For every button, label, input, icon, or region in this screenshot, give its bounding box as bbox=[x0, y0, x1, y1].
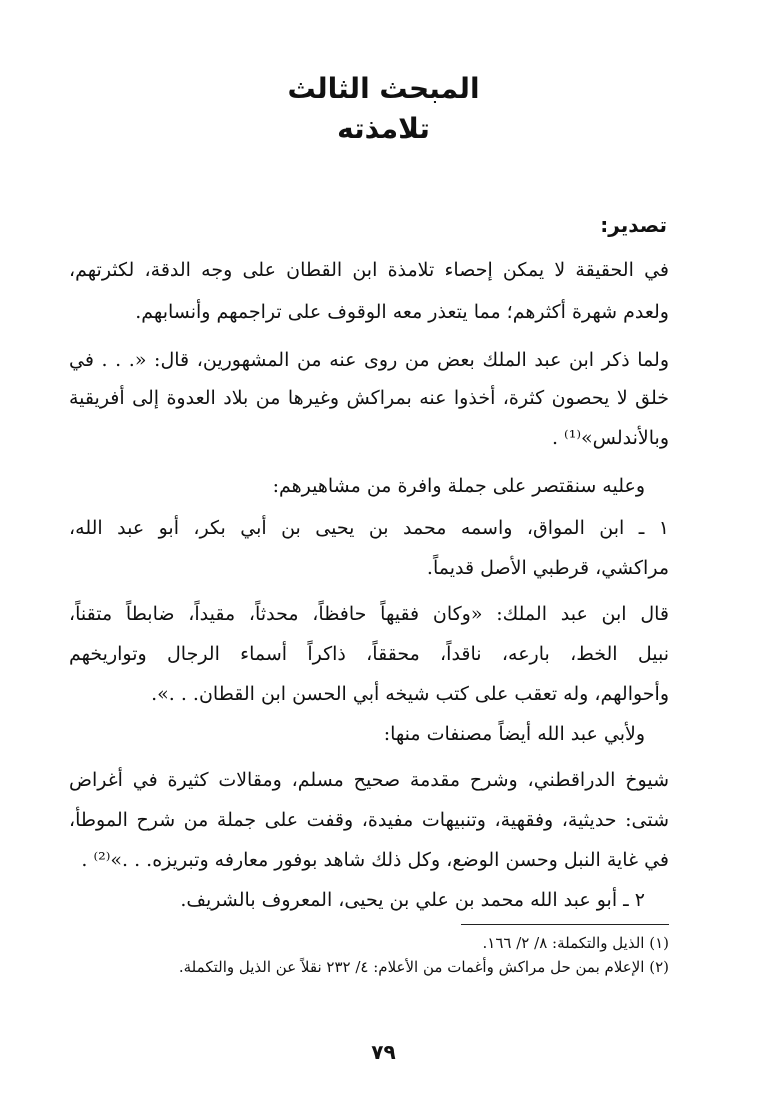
footnote: (١) الذيل والتكملة: ٨/ ٢/ ١٦٦. bbox=[482, 934, 669, 952]
intro-heading: تصدير: bbox=[600, 213, 667, 237]
text-line: في الحقيقة لا يمكن إحصاء تلامذة ابن القطان على وجه الدقة، لكثرتهم، bbox=[69, 259, 669, 281]
text-line: وأحوالهم، وله تعقب على كتب شيخه أبي الحسن ابن القطان. . .». bbox=[151, 683, 669, 705]
text-line: شتى: حديثية، وفقهية، وتنبيهات مفيدة، وقفت على جملة من شرح الموطأ، bbox=[69, 809, 669, 831]
section-subtitle: تلامذته bbox=[337, 112, 430, 145]
text-line: شيوخ الدراقطني، وشرح مقدمة صحيح مسلم، ومقالات كثيرة في أغراض bbox=[69, 769, 669, 791]
text-line: نبيل الخط، بارعه، ناقداً، محققاً، ذاكراً أسماء الرجال وتواريخهم bbox=[69, 643, 669, 665]
page-number: ٧٩ bbox=[371, 1040, 396, 1064]
text-line: ١ ـ ابن المواق، واسمه محمد بن يحيى بن أبي بكر، أبو عبد الله، bbox=[69, 517, 669, 539]
footnote-separator bbox=[461, 924, 669, 925]
text-line: في غاية النبل وحسن الوضع، وكل ذلك شاهد بوفور معارفه وتبريزه. . .»⁽²⁾ . bbox=[81, 849, 669, 871]
text-line: وعليه سنقتصر على جملة وافرة من مشاهيرهم: bbox=[272, 475, 645, 497]
section-title: المبحث الثالث bbox=[287, 72, 480, 105]
text-line: ٢ ـ أبو عبد الله محمد بن علي بن يحيى، المعروف بالشريف. bbox=[180, 889, 645, 911]
text-line: ولأبي عبد الله أيضاً مصنفات منها: bbox=[383, 723, 645, 745]
text-line: وبالأندلس»⁽¹⁾ . bbox=[551, 427, 669, 449]
text-line: ولما ذكر ابن عبد الملك بعض من روى عنه من المشهورين، قال: «. . . في bbox=[69, 349, 669, 371]
text-line: خلق لا يحصون كثرة، أخذوا عنه بمراكش وغيرها من بلاد العدوة إلى أفريقية bbox=[69, 387, 669, 409]
text-line: قال ابن عبد الملك: «وكان فقيهاً حافظاً، محدثاً، مقيداً، ضابطاً متقناً، bbox=[69, 603, 669, 625]
footnote: (٢) الإعلام بمن حل مراكش وأغمات من الأعلام: ٤/ ٢٣٢ نقلاً عن الذيل والتكملة. bbox=[178, 958, 669, 976]
text-line: ولعدم شهرة أكثرهم؛ مما يتعذر معه الوقوف على تراجمهم وأنسابهم. bbox=[135, 301, 669, 323]
text-line: مراكشي، قرطبي الأصل قديماً. bbox=[426, 557, 669, 579]
